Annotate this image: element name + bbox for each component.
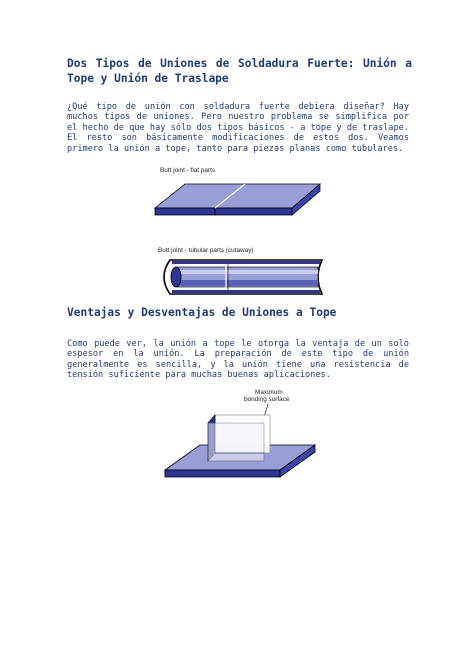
callout-maximum: Maximum: [255, 389, 283, 396]
bonding-surface-figure: [160, 385, 320, 483]
section-heading-butt-joint-pros-cons: Ventajas y Desventajas de Uniones a Tope: [67, 306, 337, 319]
section-heading-joint-types: Dos Tipos de Uniones de Soldadura Fuerte: Unión a Tope y Unión de Traslape: [67, 57, 412, 85]
intro-paragraph: ¿Qué tipo de unión con soldadura fuerte debiera diseñar? Hay muchos tipos de uniones. Pero nuestro problema se simplifica por el hecho de que hay sólo dos tipos básicos - a tope y de traslape. El resto son básicamente modificaciones de estos dos. Veamos primero la unión a tope, tanto para piezas planas como tubulares.: [67, 102, 409, 154]
figure-caption-tubular: Butt joint - tubular parts (cutaway): [158, 247, 254, 254]
butt-joint-tubular-figure: [150, 240, 330, 302]
figure-caption-flat: Butt joint - flat parts: [160, 167, 216, 174]
butt-joint-paragraph: Como puede ver, la unión a tope le otorga la ventaja de un solo espesor en la unión. La preparación de este tipo de unión generalmente es sencilla, y la unión tiene una resistencia de tensión suficiente para muchas buenas aplicaciones.: [67, 339, 409, 381]
butt-joint-flat-figure: [150, 160, 330, 222]
callout-bonding-surface: bonding surface: [244, 396, 290, 403]
